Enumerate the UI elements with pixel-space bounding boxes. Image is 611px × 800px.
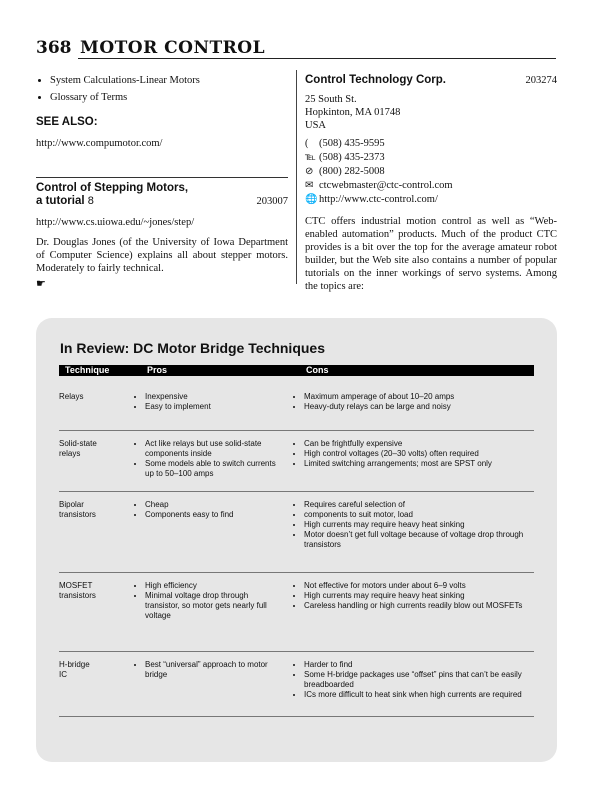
pro-item: • Minimal voltage drop through transistor, so motor gets nearly full voltage [145,591,283,621]
list-item: • Glossary of Terms [50,91,288,104]
company-header [305,74,557,87]
con-item: • components to suit motor, load [304,510,532,520]
address-line: USA [305,120,327,131]
table-row [59,431,534,492]
tutorial-icon: 8 [87,195,94,207]
email-icon: ✉ [305,179,314,191]
cons-cell [292,392,532,412]
technique-line: Bipolar [59,500,84,509]
chapter-title: MOTOR CONTROL [80,38,266,58]
web-link[interactable]: http://www.ctc-control.com/ [319,193,438,205]
table-row [59,384,534,431]
pro-item: • Best “universal” approach to motor bridge [145,660,283,680]
con-item: • Careless handling or high currents readily blow out MOSFETs [304,601,532,611]
pros-cell [133,392,283,412]
list-item: • System Calculations-Linear Motors [50,74,288,87]
address-line: Hopkinton, MA 01748 [305,107,401,118]
pros-cell [133,581,283,621]
con-item: • Can be frightfully expensive [304,439,532,449]
contact-phone [305,136,557,150]
technique-line: Relays [59,392,84,401]
review-table [59,384,534,717]
company-id: 203274 [525,75,557,86]
column-header-cons: Cons [306,365,329,375]
pro-item: • Cheap [145,500,283,510]
see-also-label: SEE ALSO: [36,116,98,128]
pro-item: • Act like relays but use solid-state components inside [145,439,283,459]
review-panel [36,318,557,762]
technique-cell [59,392,129,402]
header-rule [78,58,556,59]
con-item: • ICs more difficult to heat sink when high currents are required [304,690,532,700]
technique-line: transistors [59,591,96,600]
contact-fax [305,150,557,164]
toll-free-number: (800) 282-5008 [319,165,385,177]
con-item: • Not effective for motors under about 6–9 volts [304,581,532,591]
technique-line: MOSFET [59,581,93,590]
pros-cell [133,500,283,520]
technique-cell [59,500,129,520]
web-icon: 🌐 [305,193,318,205]
entry-title-line2: a tutorial [36,195,85,207]
pointing-hand-icon: ☛ [36,278,46,290]
company-description: CTC offers industrial motion control as well as “Web-enabled automation” products. Much of the product CTC provides is a bit over the top for the average amateur robot builder, but the Web site also contains a number of popular tutorials on the inner workings of servo systems. Among the topics are: [305,216,557,292]
pros-cell [133,439,283,479]
pros-cell [133,660,283,680]
entry-link[interactable]: http://www.cs.uiowa.edu/~jones/step/ [36,217,195,228]
page-number: 368 [36,38,72,58]
con-item: • Harder to find [304,660,532,670]
toll-free-icon: ⊘ [305,165,314,177]
topic-list [36,74,288,104]
fax-number: (508) 435-2373 [319,151,385,163]
con-item: • Maximum amperage of about 10–20 amps [304,392,532,402]
con-item: • Motor doesn’t get full voltage because of voltage drop through transistors [304,530,532,550]
pro-item: • Components easy to find [145,510,283,520]
technique-line: IC [59,670,67,679]
pro-item: • High efficiency [145,581,283,591]
con-item: • High currents may require heavy heat sinking [304,591,532,601]
column-header-pros: Pros [147,365,168,375]
con-item: • Heavy-duty relays can be large and noisy [304,402,532,412]
contact-toll-free [305,164,557,178]
see-also-link[interactable]: http://www.compumotor.com/ [36,138,163,149]
technique-line: Solid-state [59,439,97,448]
column-header-technique: Technique [65,365,110,375]
cons-cell [292,660,532,700]
con-item: • Requires careful selection of [304,500,532,510]
pro-item: • Some models able to switch currents up to 50–100 amps [145,459,283,479]
con-item: • High currents may require heavy heat sinking [304,520,532,530]
entry-header [36,182,288,208]
review-title: In Review: DC Motor Bridge Techniques [60,340,325,356]
address [305,93,557,132]
pro-item: • Inexpensive [145,392,283,402]
left-column [36,74,288,291]
entry-id: 203007 [256,196,288,207]
column-divider [296,70,297,284]
table-row [59,492,534,573]
pro-item: • Easy to implement [145,402,283,412]
con-item: • Limited switching arrangements; most are SPST only [304,459,532,469]
company-name: Control Technology Corp. [305,74,446,86]
technique-cell [59,660,129,680]
technique-line: transistors [59,510,96,519]
table-row [59,652,534,717]
entry-divider [36,177,288,178]
cons-cell [292,500,532,550]
email-address[interactable]: ctcwebmaster@ctc-control.com [319,179,453,191]
entry-title-line1: Control of Stepping Motors, [36,182,189,194]
cons-cell [292,439,532,469]
cons-cell [292,581,532,611]
technique-cell [59,581,129,601]
right-column [305,74,557,293]
contact-web [305,192,557,206]
fax-icon: ℡ [305,151,316,163]
contact-list [305,136,557,206]
technique-line: H-bridge [59,660,90,669]
table-row [59,573,534,652]
entry-description: Dr. Douglas Jones (of the University of Iowa Department of Computer Science) explains all about stepper motors. Moderately to fairly technical. [36,237,288,274]
page-header [36,38,556,62]
phone-number: (508) 435-9595 [319,137,385,149]
con-item: • Some H-bridge packages use “offset” pins that can’t be easily breadboarded [304,670,532,690]
technique-cell [59,439,129,459]
contact-email [305,178,557,192]
con-item: • High control voltages (20–30 volts) often required [304,449,532,459]
technique-line: relays [59,449,81,458]
address-line: 25 South St. [305,94,357,105]
table-header [59,365,534,376]
phone-icon: ( [305,137,309,149]
